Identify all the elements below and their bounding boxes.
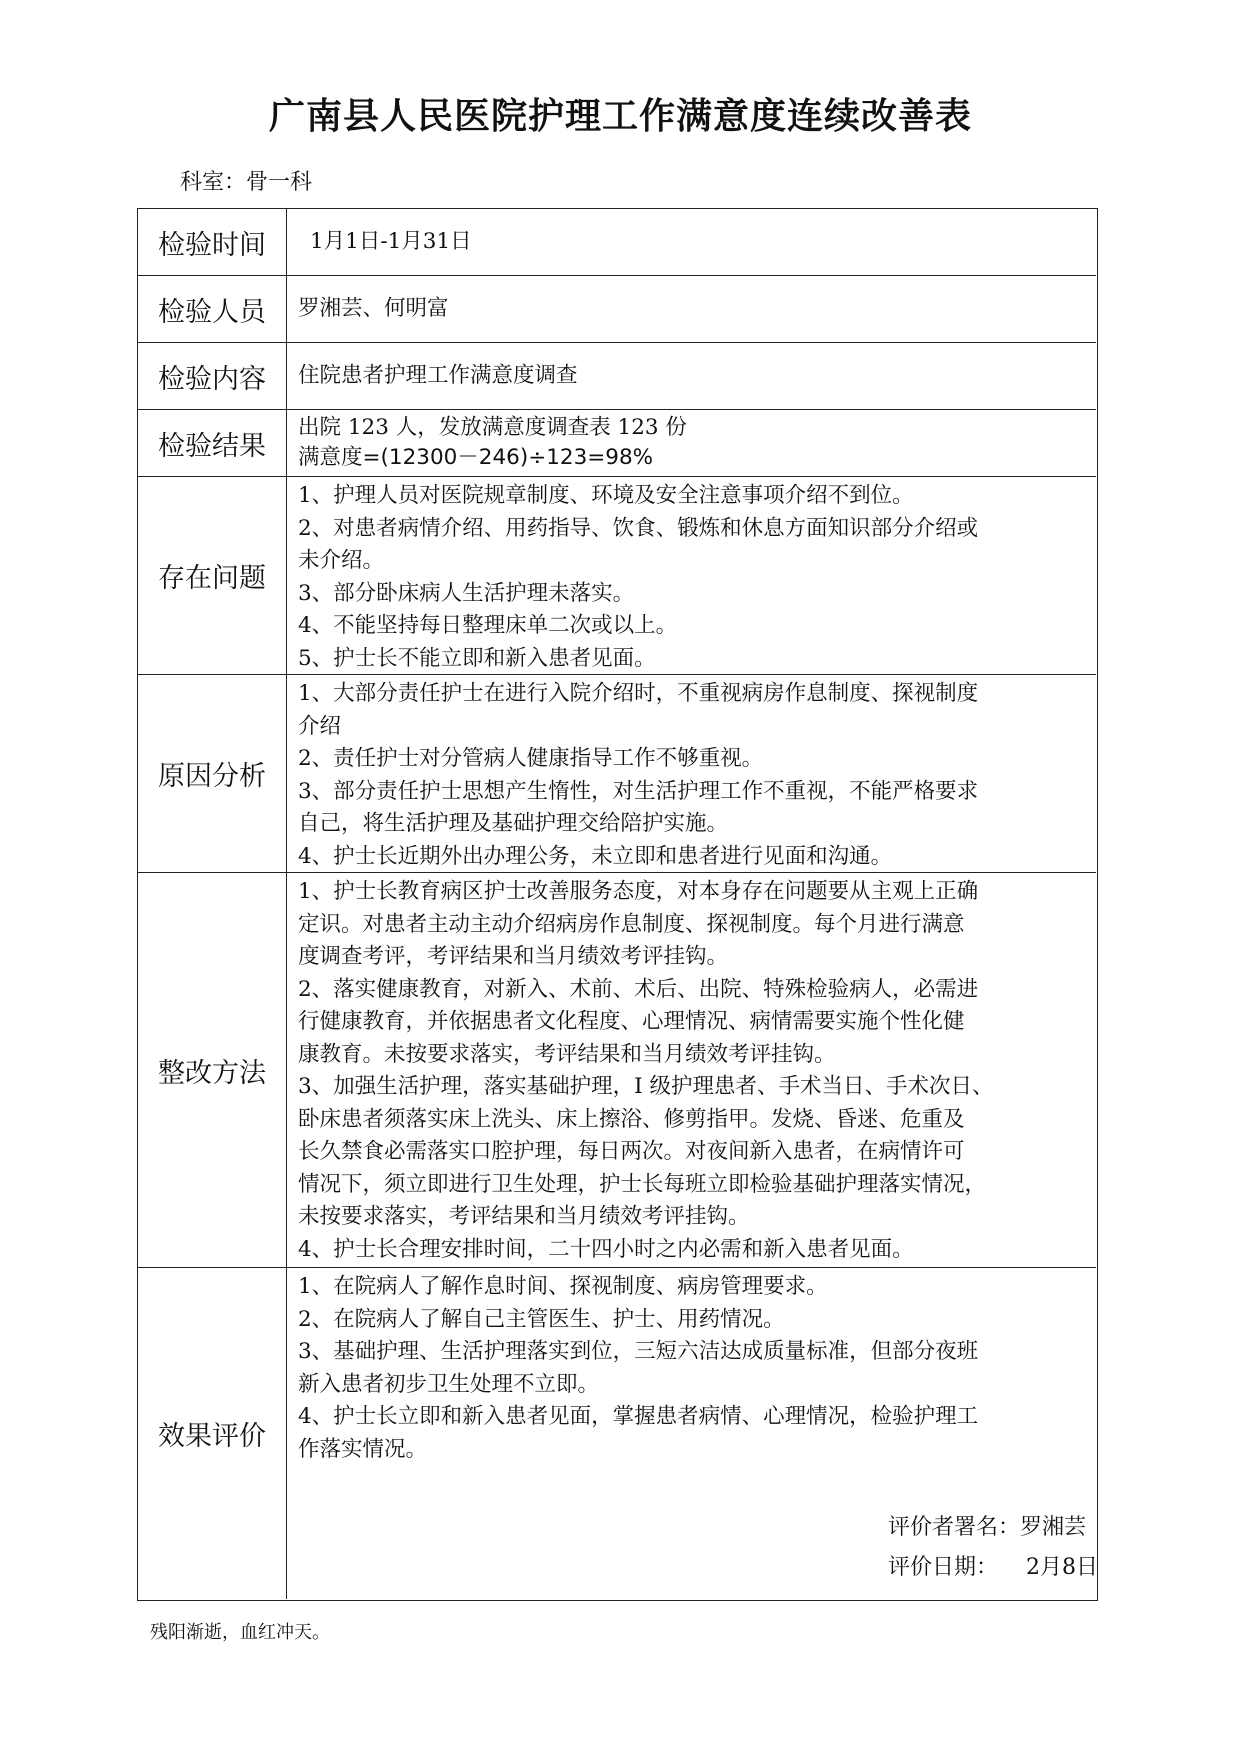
cause-line: 3、部分责任护士思想产生惰性，对生活护理工作不重视，不能严格要求 xyxy=(298,778,979,804)
inspection-result-label: 检验结果 xyxy=(138,410,287,476)
method-line: 度调查考评，考评结果和当月绩效考评挂钩。 xyxy=(298,944,729,969)
method-line: 4、护士长合理安排时间，二十四小时之内必需和新入患者见面。 xyxy=(298,1236,914,1262)
inspection-content-label: 检验内容 xyxy=(138,343,287,409)
cause-line: 自己，将生活护理及基础护理交给陪护实施。 xyxy=(298,811,729,836)
inspection-time-value: 1月1日-1月31日 xyxy=(310,228,472,254)
cause-analysis-label: 原因分析 xyxy=(138,675,287,872)
method-line: 1、护士长教育病区护士改善服务态度，对本身存在问题要从主观上正确 xyxy=(298,879,979,904)
method-line: 未按要求落实，考评结果和当月绩效考评挂钩。 xyxy=(298,1204,750,1229)
inspection-content-value: 住院患者护理工作满意度调查 xyxy=(298,362,578,388)
rectification-methods-value xyxy=(298,873,1088,1267)
evaluator-signature: 评价者署名：罗湘芸 xyxy=(888,1515,1087,1540)
document-title: 广南县人民医院护理工作满意度连续改善表 xyxy=(268,95,972,137)
row-cause-analysis xyxy=(138,675,1096,873)
method-line: 卧床患者须落实床上洗头、床上擦浴、修剪指甲。发烧、昏迷、危重及 xyxy=(298,1106,965,1132)
effect-line: 新入患者初步卫生处理不立即。 xyxy=(298,1371,600,1397)
rectification-methods-label: 整改方法 xyxy=(138,873,287,1267)
cause-line: 4、护士长近期外出办理公务，未立即和患者进行见面和沟通。 xyxy=(298,843,893,869)
row-inspection-content xyxy=(138,343,1096,410)
evaluation-date: 评价日期： 2月8日 xyxy=(888,1555,1098,1580)
row-rectification-methods xyxy=(138,873,1096,1268)
row-inspection-time xyxy=(138,209,1096,276)
problem-line: 5、护士长不能立即和新入患者见面。 xyxy=(298,645,656,671)
row-inspection-result xyxy=(138,410,1096,477)
method-line: 情况下，须立即进行卫生处理，护士长每班立即检验基础护理落实情况， xyxy=(298,1171,987,1197)
inspectors-label: 检验人员 xyxy=(138,276,287,342)
method-line: 长久禁食必需落实口腔护理，每日两次。对夜间新入患者，在病情许可 xyxy=(298,1139,965,1164)
method-line: 2、落实健康教育，对新入、术前、术后、出院、特殊检验病人，必需进 xyxy=(298,976,979,1002)
footer-note: 残阳渐逝，血红冲天。 xyxy=(150,1622,330,1643)
result-line: 出院 123 人，发放满意度调查表 123 份 xyxy=(298,415,687,440)
effect-line: 4、护士长立即和新入患者见面，掌握患者病情、心理情况，检验护理工 xyxy=(298,1404,979,1429)
cause-line: 2、责任护士对分管病人健康指导工作不够重视。 xyxy=(298,746,764,771)
cause-line: 1、大部分责任护士在进行入院介绍时，不重视病房作息制度、探视制度 xyxy=(298,681,979,706)
improvement-table xyxy=(137,208,1098,1601)
result-line: 满意度=(12300－246)÷123=98% xyxy=(298,445,654,470)
method-line: 3、加强生活护理，落实基础护理，I 级护理患者、手术当日、手术次日、 xyxy=(298,1074,994,1099)
problem-line: 4、不能坚持每日整理床单二次或以上。 xyxy=(298,613,678,638)
problems-label: 存在问题 xyxy=(138,477,287,674)
problem-line: 2、对患者病情介绍、用药指导、饮食、锻炼和休息方面知识部分介绍或 xyxy=(298,515,979,541)
method-line: 康教育。未按要求落实，考评结果和当月绩效考评挂钩。 xyxy=(298,1041,836,1067)
method-line: 定识。对患者主动主动介绍病房作息制度、探视制度。每个月进行满意 xyxy=(298,911,965,937)
row-problems xyxy=(138,477,1096,675)
problem-line: 未介绍。 xyxy=(298,548,385,573)
cause-line: 介绍 xyxy=(298,713,342,739)
effect-line: 作落实情况。 xyxy=(298,1436,428,1462)
problems-value xyxy=(298,477,1088,674)
problem-line: 1、护理人员对医院规章制度、环境及安全注意事项介绍不到位。 xyxy=(298,483,914,508)
effect-line: 3、基础护理、生活护理落实到位，三短六洁达成质量标准，但部分夜班 xyxy=(298,1339,979,1364)
inspection-time-label: 检验时间 xyxy=(138,209,287,275)
inspectors-value: 罗湘芸、何明富 xyxy=(298,295,449,321)
row-inspectors xyxy=(138,276,1096,343)
department-label: 科室：骨一科 xyxy=(180,170,313,195)
inspection-result-value xyxy=(298,410,1088,476)
problem-line: 3、部分卧床病人生活护理未落实。 xyxy=(298,580,635,606)
cause-analysis-value xyxy=(298,675,1088,872)
row-effect-evaluation xyxy=(138,1268,1096,1599)
effect-evaluation-label: 效果评价 xyxy=(138,1268,287,1599)
method-line: 行健康教育，并依据患者文化程度、心理情况、病情需要实施个性化健 xyxy=(298,1009,965,1034)
effect-line: 1、在院病人了解作息时间、探视制度、病房管理要求。 xyxy=(298,1274,828,1299)
effect-line: 2、在院病人了解自己主管医生、护士、用药情况。 xyxy=(298,1306,785,1332)
